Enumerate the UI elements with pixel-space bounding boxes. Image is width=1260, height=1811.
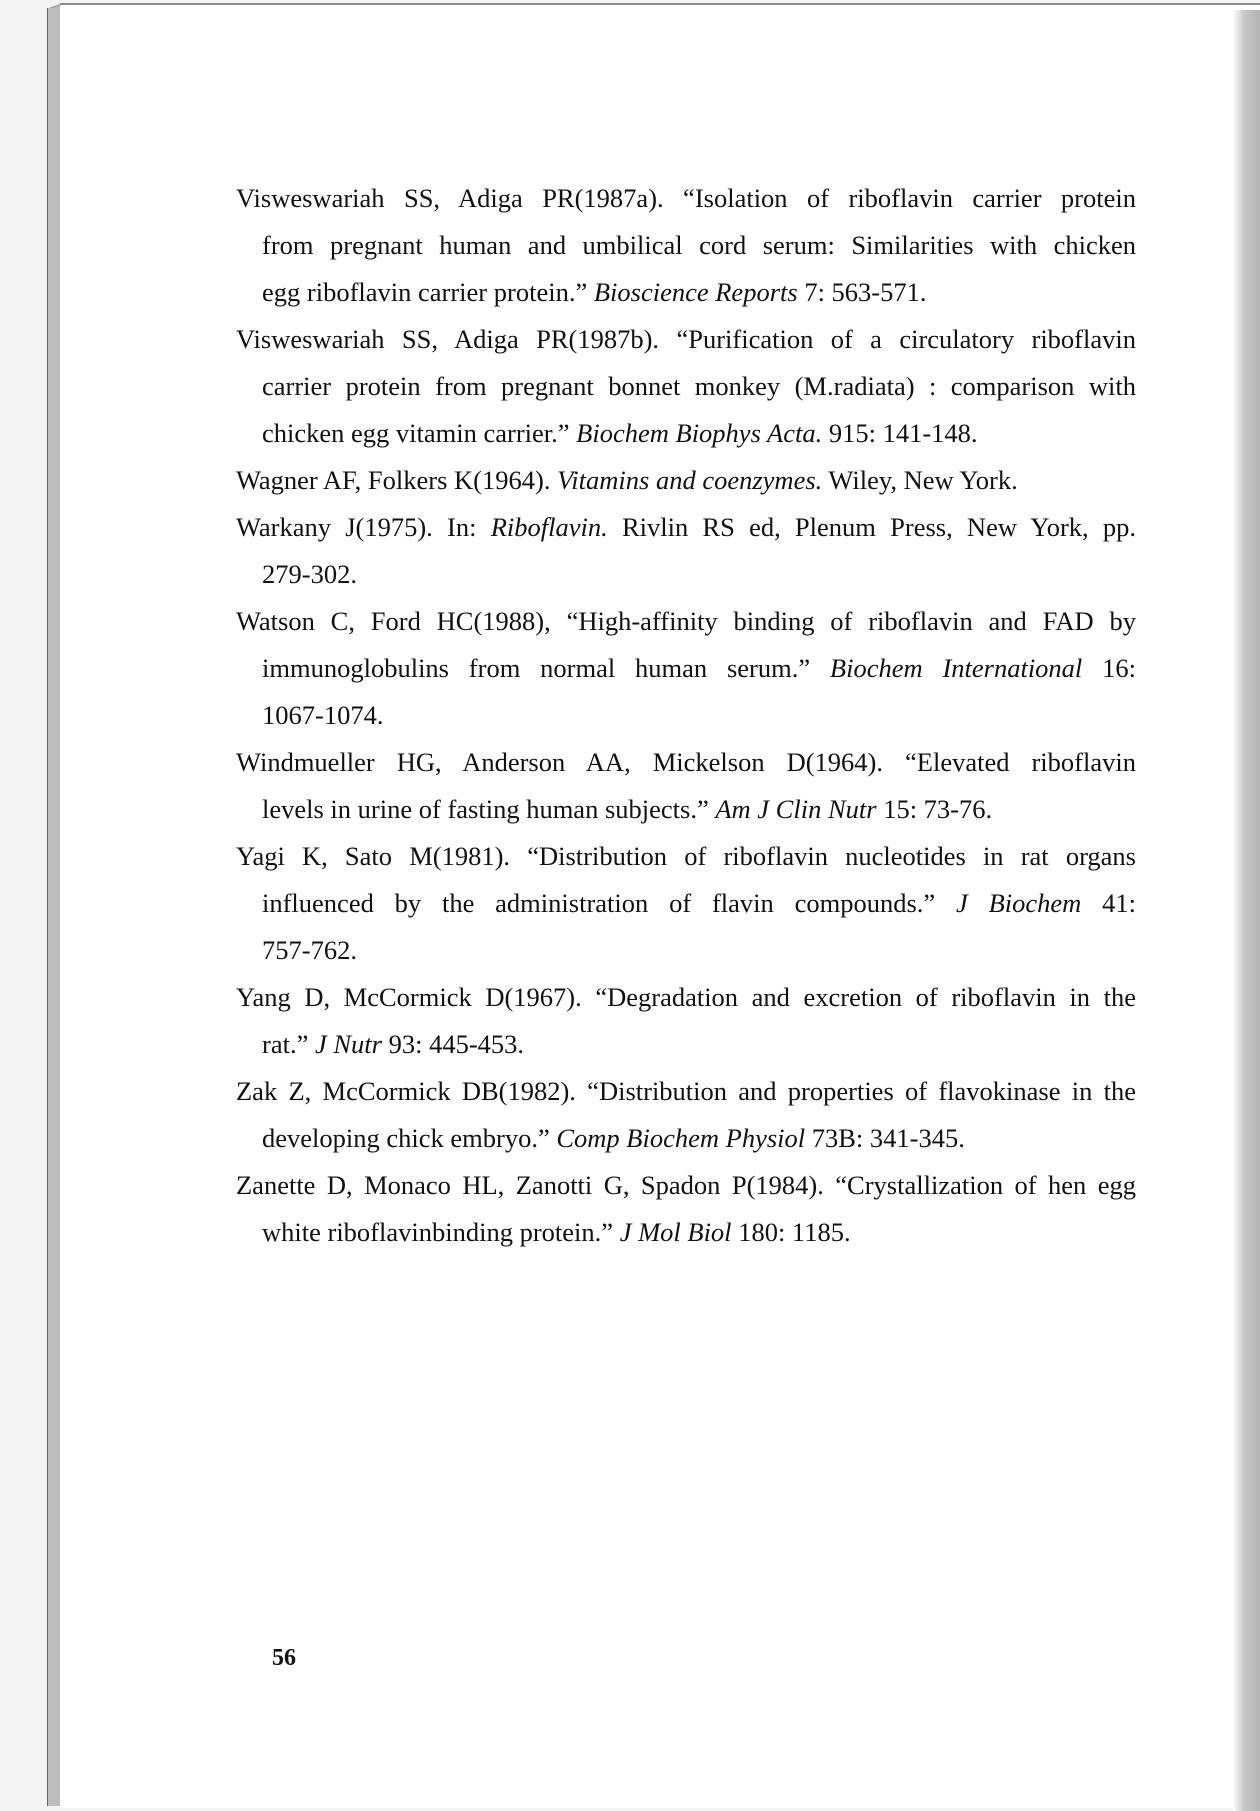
reference-text: 73B: 341-345. [805,1123,965,1153]
reference-text: 16: [1082,653,1136,683]
reference-text: 757-762. [262,935,357,965]
reference-line [236,551,1136,598]
journal-title: Vitamins and coenzymes. [557,465,823,495]
reference-entry [236,504,1136,598]
reference-entry [236,739,1136,833]
reference-entry [236,1162,1136,1256]
reference-text: from pregnant human and umbilical cord serum: Similarities with chicken [262,230,1136,260]
reference-line [236,1021,1136,1068]
reference-text: 180: 1185. [731,1217,851,1247]
reference-text: Wagner AF, Folkers K(1964). [236,465,558,495]
reference-text: egg riboflavin carrier protein.” [262,277,594,307]
reference-text: 93: 445-453. [381,1029,525,1059]
reference-text: 279-302. [262,559,357,589]
journal-title: Biochem Biophys Acta. [576,418,823,448]
reference-line [236,1209,1136,1256]
reference-text: 41: [1081,888,1136,918]
reference-text: 15: 73-76. [876,794,993,824]
journal-title: Bioscience Reports [593,277,798,307]
journal-title: J Nutr [314,1029,382,1059]
reference-text: white riboflavinbinding protein.” [262,1217,620,1247]
reference-line [236,410,1136,457]
reference-line [236,457,1136,504]
page-number: 56 [272,1645,296,1671]
reference-text: developing chick embryo.” [262,1123,557,1153]
page-right-shadow [1233,10,1260,1811]
reference-line [236,222,1136,269]
reference-line [236,316,1136,363]
reference-entry [236,316,1136,457]
reference-text: Visweswariah SS, Adiga PR(1987b). “Purification of a circulatory riboflavin [236,324,1136,354]
reference-text: influenced by the administration of flavin compounds.” [262,888,956,918]
reference-line [236,175,1136,222]
reference-text: Windmueller HG, Anderson AA, Mickelson D(1964). “Elevated riboflavin [236,747,1136,777]
reference-text: Watson C, Ford HC(1988), “High-affinity binding of riboflavin and FAD by [236,606,1136,636]
reference-line [236,1162,1136,1209]
reference-text: Warkany J(1975). In: [236,512,491,542]
reference-text: Yang D, McCormick D(1967). “Degradation and excretion of riboflavin in the [236,982,1136,1012]
journal-title: J Mol Biol [619,1217,732,1247]
reference-line [236,645,1136,692]
reference-entry [236,1068,1136,1162]
reference-text: Zanette D, Monaco HL, Zanotti G, Spadon P(1984). “Crystallization of hen egg [236,1170,1136,1200]
reference-text: chicken egg vitamin carrier.” [262,418,577,448]
reference-line [236,833,1136,880]
reference-line [236,598,1136,645]
reference-text: Visweswariah SS, Adiga PR(1987a). “Isolation of riboflavin carrier protein [236,183,1136,213]
reference-text: rat.” [262,1029,315,1059]
reference-line [236,974,1136,1021]
reference-text: Rivlin RS ed, Plenum Press, New York, pp. [607,512,1136,542]
reference-list [236,175,1136,1256]
reference-text: 915: 141-148. [822,418,978,448]
reference-text: immunoglobulins from normal human serum.” [262,653,830,683]
reference-text: 1067-1074. [262,700,384,730]
journal-title: Am J Clin Nutr [715,794,877,824]
reference-text: Wiley, New York. [822,465,1018,495]
reference-line [236,363,1136,410]
reference-text: Yagi K, Sato M(1981). “Distribution of riboflavin nucleotides in rat organs [236,841,1136,871]
reference-entry [236,175,1136,316]
reference-entry [236,974,1136,1068]
journal-title: Comp Biochem Physiol [556,1123,806,1153]
reference-entry [236,598,1136,739]
journal-title: Biochem International [829,653,1083,683]
reference-line [236,880,1136,927]
reference-line [236,786,1136,833]
reference-line [236,1068,1136,1115]
reference-entry [236,833,1136,974]
journal-title: J Biochem [956,888,1082,918]
reference-text: carrier protein from pregnant bonnet monkey (M.radiata) : comparison with [262,371,1136,401]
reference-text: 7: 563-571. [797,277,927,307]
reference-text: Zak Z, McCormick DB(1982). “Distribution and properties of flavokinase in the [236,1076,1136,1106]
reference-line [236,927,1136,974]
reference-line [236,692,1136,739]
reference-line [236,1115,1136,1162]
reference-entry [236,457,1136,504]
reference-line [236,504,1136,551]
reference-text: levels in urine of fasting human subjects.” [262,794,716,824]
journal-title: Riboflavin. [490,512,608,542]
reference-line [236,739,1136,786]
reference-line [236,269,1136,316]
